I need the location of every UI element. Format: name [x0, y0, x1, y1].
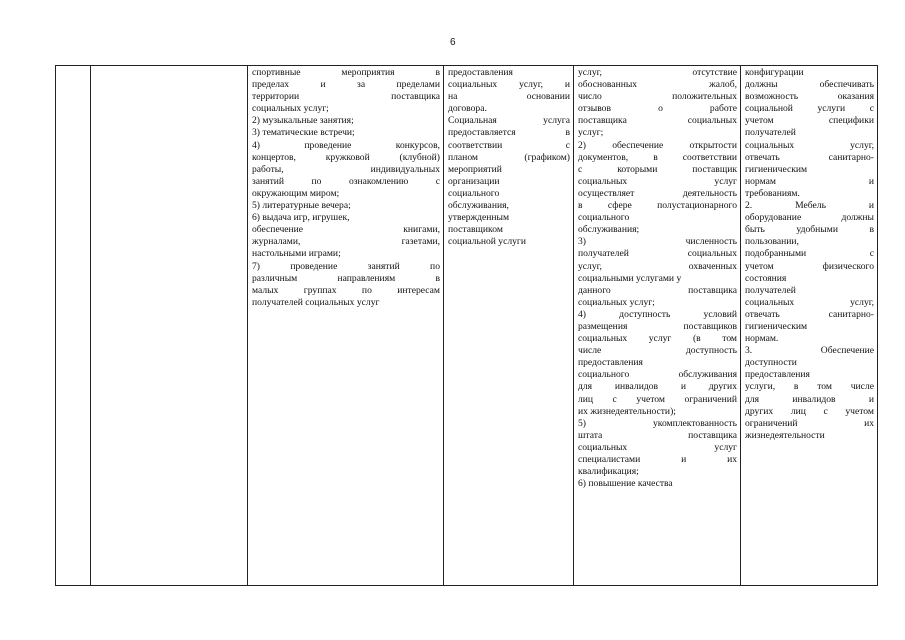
text-line: размещения поставщиков — [578, 320, 737, 332]
text-line: малых группах по интересам — [252, 284, 440, 296]
text-line: обоснованных жалоб, — [578, 79, 737, 91]
text-line: 4) доступность условий — [578, 308, 737, 320]
text-line: получателей — [745, 127, 796, 139]
text-line: мероприятий — [448, 163, 502, 175]
text-line: социальной услуги с — [745, 103, 874, 115]
text-line: нормам и — [745, 175, 874, 187]
text-line: жизнедеятельности — [745, 429, 825, 441]
text-line: спортивные мероприятия в — [252, 67, 440, 78]
text-line: услуг, охваченных — [578, 260, 737, 272]
text-line: подобранными с — [745, 248, 874, 260]
text-line: предоставления — [448, 67, 513, 78]
text-line: Социальная услуга — [448, 115, 570, 127]
text-line: на основании — [448, 91, 570, 103]
text-line: 3) численность — [578, 236, 737, 248]
text-line: число положительных — [578, 91, 737, 103]
text-line: 6) повышение качества — [578, 478, 673, 490]
text-line: социальных услуг, — [745, 296, 874, 308]
text-line: соответствии с — [448, 139, 570, 151]
text-line: окружающим миром; — [252, 187, 340, 199]
text-line: 4) проведение конкурсов, — [252, 139, 440, 151]
text-line: быть удобными в — [745, 224, 874, 236]
text-line: социальных услуг — [578, 441, 737, 453]
services-table — [55, 65, 878, 586]
text-line: осуществляет деятельность — [578, 187, 737, 199]
text-line: обеспечение книгами, — [252, 224, 440, 236]
cell-terms — [444, 66, 574, 586]
text-line: социальными услугами у — [578, 272, 682, 284]
text-line: штата поставщика — [578, 429, 737, 441]
text-line: социального — [578, 212, 630, 224]
text-line: утвержденным — [448, 212, 510, 224]
text-line: других лиц с учетом — [745, 405, 874, 417]
text-line: пределах и за пределами — [252, 79, 440, 91]
text-line: 5) укомплектованность — [578, 417, 737, 429]
text-line: с которыми поставщик — [578, 163, 737, 175]
cell-quality-indicators — [574, 66, 741, 586]
text-line: территории поставщика — [252, 91, 440, 103]
conditions-text — [745, 67, 874, 442]
text-line: для инвалидов и — [745, 393, 874, 405]
text-line: нормам. — [745, 333, 779, 345]
text-line: услуги, в том числе — [745, 381, 874, 393]
text-line: социальных услуг (в том — [578, 333, 737, 345]
text-line: оборудование должны — [745, 212, 874, 224]
text-line: социальных услуг; — [252, 103, 329, 115]
table-row — [56, 66, 878, 586]
text-line: 2) обеспечение открытости — [578, 139, 737, 151]
text-line: гигиеническим — [745, 320, 808, 332]
cell-number — [56, 66, 91, 586]
text-line: договора. — [448, 103, 487, 115]
text-line: конфигурации — [745, 67, 804, 78]
text-line: учетом специфики — [745, 115, 874, 127]
text-line: обслуживания; — [578, 224, 640, 236]
text-line: числе доступность — [578, 345, 737, 357]
text-line: возможность оказания — [745, 91, 874, 103]
text-line: 3. Обеспечение — [745, 345, 874, 357]
text-line: предоставления — [745, 369, 810, 381]
text-line: состояния — [745, 272, 787, 284]
text-line: данного поставщика — [578, 284, 737, 296]
text-line: отвечать санитарно- — [745, 308, 874, 320]
text-line: концертов, кружковой (клубной) — [252, 151, 440, 163]
text-line: социальных услуг; — [578, 296, 655, 308]
text-line: социальной услуги — [448, 236, 527, 248]
text-line: 3) тематические встречи; — [252, 127, 355, 139]
text-line: доступности — [745, 357, 797, 369]
text-line: специалистами и их — [578, 454, 737, 465]
text-line: учетом физического — [745, 260, 874, 272]
quality-indicators-text — [578, 67, 737, 490]
text-line: услуг, отсутствие — [578, 67, 737, 78]
cell-service-description — [248, 66, 444, 586]
text-line: отзывов о работе — [578, 103, 737, 115]
text-line: различным направлениям в — [252, 272, 440, 284]
text-line: поставщика социальных — [578, 115, 737, 127]
text-line: отвечать санитарно- — [745, 151, 874, 163]
text-line: 2. Мебель и — [745, 200, 874, 212]
text-line: социального обслуживания — [578, 369, 737, 381]
text-line: услуг; — [578, 127, 604, 139]
text-line: получателей — [745, 284, 796, 296]
text-line: в сфере полустационарного — [578, 200, 737, 212]
text-line: журналами, газетами, — [252, 236, 440, 248]
text-line: 7) проведение занятий по — [252, 260, 440, 272]
text-line: документов, в соответствии — [578, 151, 737, 163]
description-text — [252, 67, 440, 309]
cell-service-name — [91, 66, 248, 586]
text-line: работы, индивидуальных — [252, 163, 440, 175]
text-line: предоставления — [578, 357, 643, 369]
text-line: их жизнедеятельности); — [578, 405, 676, 417]
text-line: гигиеническим — [745, 163, 808, 175]
text-line: настольными играми; — [252, 248, 341, 260]
text-line: занятий по ознакомлению с — [252, 175, 440, 187]
text-line: социальных услуг, и — [448, 79, 570, 91]
terms-text — [448, 67, 570, 248]
cell-conditions — [741, 66, 878, 586]
text-line: 5) литературные вечера; — [252, 200, 351, 212]
text-line: поставщиком — [448, 224, 503, 236]
text-line: ограничений их — [745, 417, 874, 429]
page-number: 6 — [450, 37, 456, 48]
text-line: получателей социальных — [578, 248, 737, 260]
text-line: квалификация; — [578, 466, 639, 478]
text-line: социального — [448, 187, 500, 199]
text-line: 6) выдача игр, игрушек, — [252, 212, 350, 224]
text-line: пользовании, — [745, 236, 799, 248]
text-line: лиц с учетом ограничений — [578, 393, 737, 405]
text-line: 2) музыкальные занятия; — [252, 115, 354, 127]
text-line: для инвалидов и других — [578, 381, 737, 393]
text-line: организации — [448, 175, 500, 187]
text-line: обслуживания, — [448, 200, 509, 212]
text-line: социальных услуг — [578, 175, 737, 187]
text-line: социальных услуг, — [745, 139, 874, 151]
text-line: требованиям. — [745, 187, 800, 199]
text-line: должны обеспечивать — [745, 79, 874, 91]
text-line: получателей социальных услуг — [252, 296, 380, 308]
text-line: планом (графиком) — [448, 151, 570, 163]
text-line: предоставляется в — [448, 127, 570, 139]
